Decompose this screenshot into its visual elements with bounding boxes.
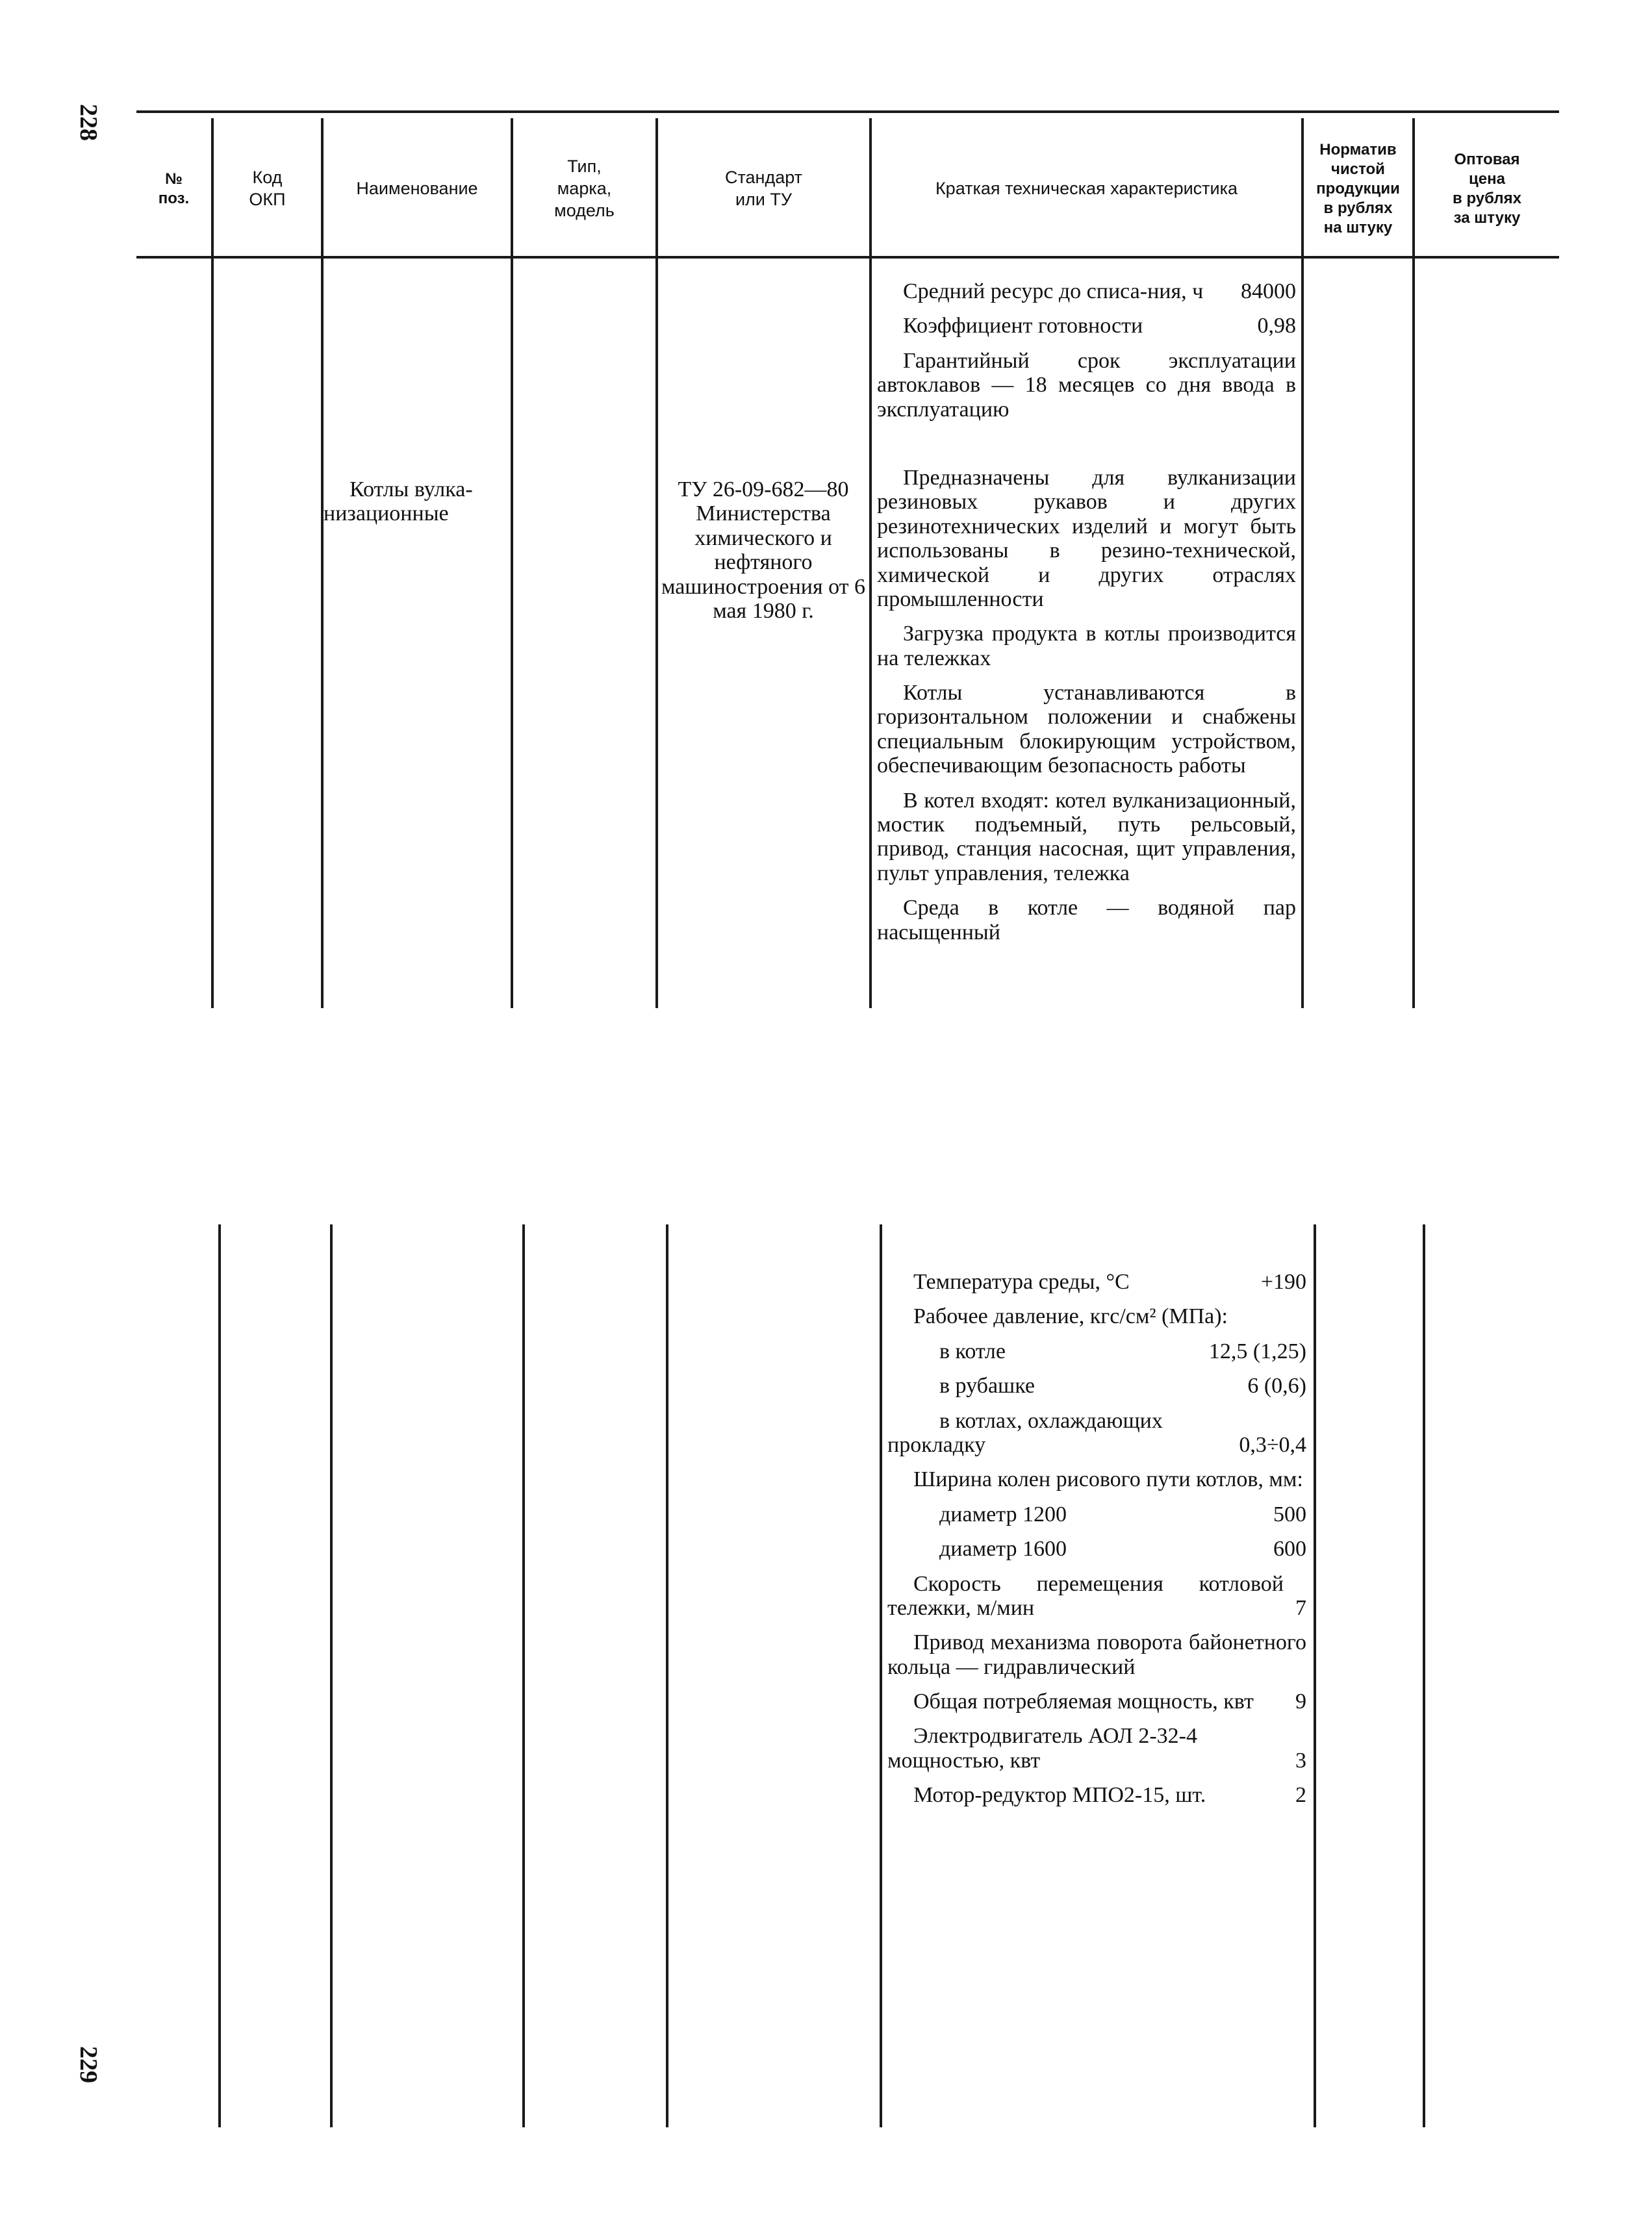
col-line-b1 bbox=[218, 1224, 221, 2127]
col-line-b5 bbox=[880, 1224, 882, 2127]
col-line-b4 bbox=[666, 1224, 668, 2127]
header-type: Тип, марка, модель bbox=[554, 157, 615, 220]
col-line-b2 bbox=[330, 1224, 333, 2127]
col-line-b6 bbox=[1314, 1224, 1316, 2127]
page-number-top: 228 bbox=[75, 104, 102, 141]
spec-row-power: Общая потребляемая мощность, квт 9 bbox=[913, 1690, 1306, 1714]
spec-row-diameter-1600: диаметр 1600 600 bbox=[939, 1537, 1306, 1562]
header-standard: Стандарт или ТУ bbox=[724, 168, 803, 209]
header-norm: Норматив чистой продукции в рублях на штуку bbox=[1316, 141, 1400, 236]
spec-row-temperature: Температура среды, °С +190 bbox=[913, 1270, 1306, 1294]
paragraph-installation: Котлы устанавливаются в горизонтальном положении и снабжены специальным блокирующим устройством, обеспечивающим безопасность работы bbox=[877, 681, 1296, 778]
paragraph-loading: Загрузка продукта в котлы производится на тележках bbox=[877, 622, 1296, 670]
characteristics-top bbox=[877, 279, 1296, 955]
pressure-title: Рабочее давление, кгс/см² (МПа): bbox=[913, 1304, 1228, 1329]
header-pos: № поз. bbox=[158, 170, 190, 207]
header-top-rule bbox=[136, 110, 1559, 113]
spec-row-readiness: Коэффициент готовности 0,98 bbox=[903, 314, 1296, 338]
header-okp: Код ОКП bbox=[249, 168, 286, 209]
warranty-text: Гарантийный срок эксплуатации автоклавов — 18 месяцев со дня ввода в эксплуатацию bbox=[877, 348, 1296, 422]
spec-row-motor: Электродвигатель АОЛ 2-32-4 мощностью, квт 3 bbox=[887, 1724, 1306, 1773]
spec-row-diameter-1200: диаметр 1200 500 bbox=[939, 1502, 1306, 1526]
paragraph-medium: Среда в котле — водяной пар насыщенный bbox=[877, 896, 1296, 944]
header-characteristics: Краткая техническая характеристика bbox=[935, 179, 1238, 199]
col-line-b7 bbox=[1423, 1224, 1425, 2127]
header-name: Наименование bbox=[356, 179, 478, 199]
spec-row-pressure-boiler: в котле 12,5 (1,25) bbox=[939, 1339, 1306, 1363]
spec-row-reducer: Мотор-редуктор МПО2-15, шт. 2 bbox=[913, 1783, 1306, 1808]
paragraph-composition: В котел входят: котел вулканизационный, мостик подъемный, путь рельсовый, привод, станция насосная, щит управления, пульт управления, тележка bbox=[877, 788, 1296, 885]
characteristics-bottom bbox=[887, 1270, 1306, 1818]
width-title: Ширина колен рисового пути котлов, мм: bbox=[913, 1467, 1303, 1492]
paragraph-purpose: Предназначены для вулканизации резиновых рукавов и других резинотехнических изделий и могут быть использованы в резино-технической, химической и других отраслях промышленности bbox=[877, 465, 1296, 611]
item-standard: ТУ 26-09-682—80 Министерства химического и нефтяного машиностроения от 6 мая 1980 г. bbox=[661, 477, 866, 623]
spec-row-pressure-cooling: в котлах, охлаждающих прокладку 0,3÷0,4 bbox=[887, 1408, 1306, 1457]
spec-row-speed: Скорость перемещения котловой тележки, м/мин 7 bbox=[887, 1571, 1306, 1620]
drive-text: Привод механизма поворота байонетного кольца — гидравлический bbox=[887, 1630, 1306, 1679]
item-name: Котлы вулка-низационные bbox=[324, 477, 473, 526]
spec-row-pressure-jacket: в рубашке 6 (0,6) bbox=[939, 1374, 1306, 1399]
spec-row-resource: Средний ресурс до списа-ния, ч 84000 bbox=[903, 279, 1296, 303]
col-line-b3 bbox=[522, 1224, 525, 2127]
page-number-bottom: 229 bbox=[75, 2046, 102, 2083]
header-price: Оптовая цена в рублях за штуку bbox=[1453, 151, 1521, 227]
